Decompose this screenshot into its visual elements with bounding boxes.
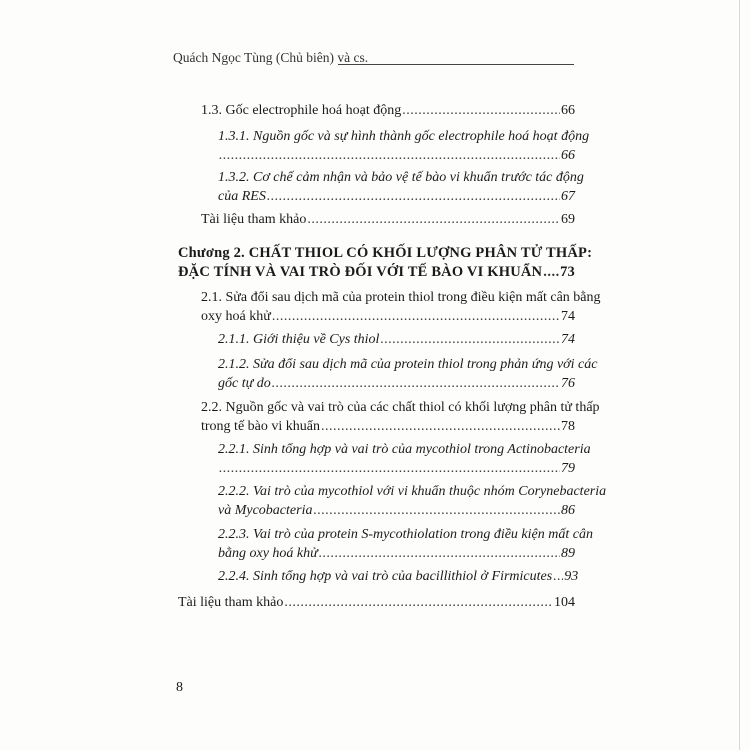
chapter-title: Chương 2. CHẤT THIOL CÓ KHỐI LƯỢNG PHÂN TỬ THẤP: (178, 245, 593, 261)
toc-title: 2.2. Nguồn gốc và vai trò của các chất thiol có khối lượng phân tử thấp (201, 400, 600, 415)
toc-title: Tài liệu tham khảo (178, 595, 284, 610)
toc-entry-chapter-2[interactable] (178, 244, 593, 282)
toc-entry-2-2[interactable] (201, 398, 600, 436)
toc-entry-2-2-4[interactable] (218, 567, 579, 586)
toc-page: 76 (561, 376, 575, 391)
toc-title: Tài liệu tham khảo (201, 212, 307, 227)
toc-page: 89 (561, 546, 575, 561)
toc-title: 2.2.4. Sinh tổng hợp và vai trò của bacillithiol ở Firmicutes (218, 569, 553, 584)
toc-title: 2.1.2. Sửa đổi sau dịch mã của protein thiol trong phản ứng với các (218, 357, 598, 372)
leader-dots (307, 210, 560, 229)
page-edge-line (739, 0, 740, 750)
leader-dots (380, 330, 560, 349)
toc-entry-2-2-3[interactable] (218, 525, 593, 563)
toc-entry-2-1[interactable] (201, 288, 601, 326)
toc-entry-1-3[interactable] (201, 101, 575, 120)
leader-dots (543, 263, 559, 282)
toc-title: 2.1.1. Giới thiệu về Cys thiol (218, 332, 380, 347)
toc-title: 1.3.1. Nguồn gốc và sự hình thành gốc electrophile hoá hoạt động (218, 129, 590, 144)
toc-title: 2.1. Sửa đổi sau dịch mã của protein thiol trong điều kiện mất cân bằng (201, 290, 601, 305)
toc-title-cont: của RES (218, 189, 266, 204)
leader-dots (321, 417, 560, 436)
toc-entry-1-3-1[interactable] (218, 127, 590, 165)
leader-dots (402, 101, 560, 120)
toc-page: 86 (561, 503, 575, 518)
toc-page: 69 (561, 212, 575, 227)
toc-page: 93 (564, 569, 579, 584)
leader-dots (267, 187, 560, 206)
toc-title: 2.2.1. Sinh tổng hợp và vai trò của mycothiol trong Actinobacteria (218, 442, 591, 457)
toc-page: 67 (561, 189, 575, 204)
toc-page: 104 (554, 595, 575, 610)
toc-entry-2-1-2[interactable] (218, 355, 598, 393)
header-rule (338, 64, 574, 65)
page-number: 8 (176, 680, 183, 695)
leader-dots (219, 459, 560, 478)
toc-page: 66 (561, 103, 575, 118)
toc-entry-1-3-2[interactable] (218, 168, 584, 206)
leader-dots (272, 307, 560, 326)
toc-page: 74 (561, 309, 575, 324)
toc-title-cont: trong tế bào vi khuẩn (201, 419, 320, 434)
toc-page: 78 (561, 419, 575, 434)
toc-entry-2-2-1[interactable] (218, 440, 591, 478)
toc-entry-references-2[interactable] (178, 593, 575, 612)
leader-dots (272, 374, 560, 393)
toc-title-cont: bằng oxy hoá khử (218, 546, 318, 561)
toc-entry-references-1[interactable] (201, 210, 575, 229)
toc-title: 2.2.2. Vai trò của mycothiol với vi khuẩn thuộc nhóm Corynebacteria (218, 484, 607, 499)
leader-dots (319, 544, 560, 563)
toc-title-cont: gốc tự do (218, 376, 271, 391)
toc-entry-2-1-1[interactable] (218, 330, 575, 349)
running-header: Quách Ngọc Tùng (Chủ biên) và cs. (173, 50, 369, 65)
toc-title-cont: và Mycobacteria (218, 503, 313, 518)
toc-title: 2.2.3. Vai trò của protein S-mycothiolation trong điều kiện mất cân (218, 527, 593, 542)
toc-title: 1.3. Gốc electrophile hoá hoạt động (201, 103, 402, 118)
leader-dots (284, 593, 553, 612)
toc-entry-2-2-2[interactable] (218, 482, 607, 520)
toc-title: 1.3.2. Cơ chế cảm nhận và bảo vệ tế bào vi khuẩn trước tác động (218, 170, 584, 185)
toc-page: 74 (561, 332, 575, 347)
leader-dots (553, 567, 563, 586)
toc-page: 66 (561, 148, 575, 163)
toc-page: 73 (560, 264, 575, 280)
toc-title-cont: oxy hoá khử (201, 309, 271, 324)
leader-dots (219, 146, 560, 165)
toc-page: 79 (561, 461, 575, 476)
leader-dots (313, 501, 560, 520)
chapter-title-cont: ĐẶC TÍNH VÀ VAI TRÒ ĐỐI VỚI TẾ BÀO VI KHUẨN (178, 264, 543, 280)
